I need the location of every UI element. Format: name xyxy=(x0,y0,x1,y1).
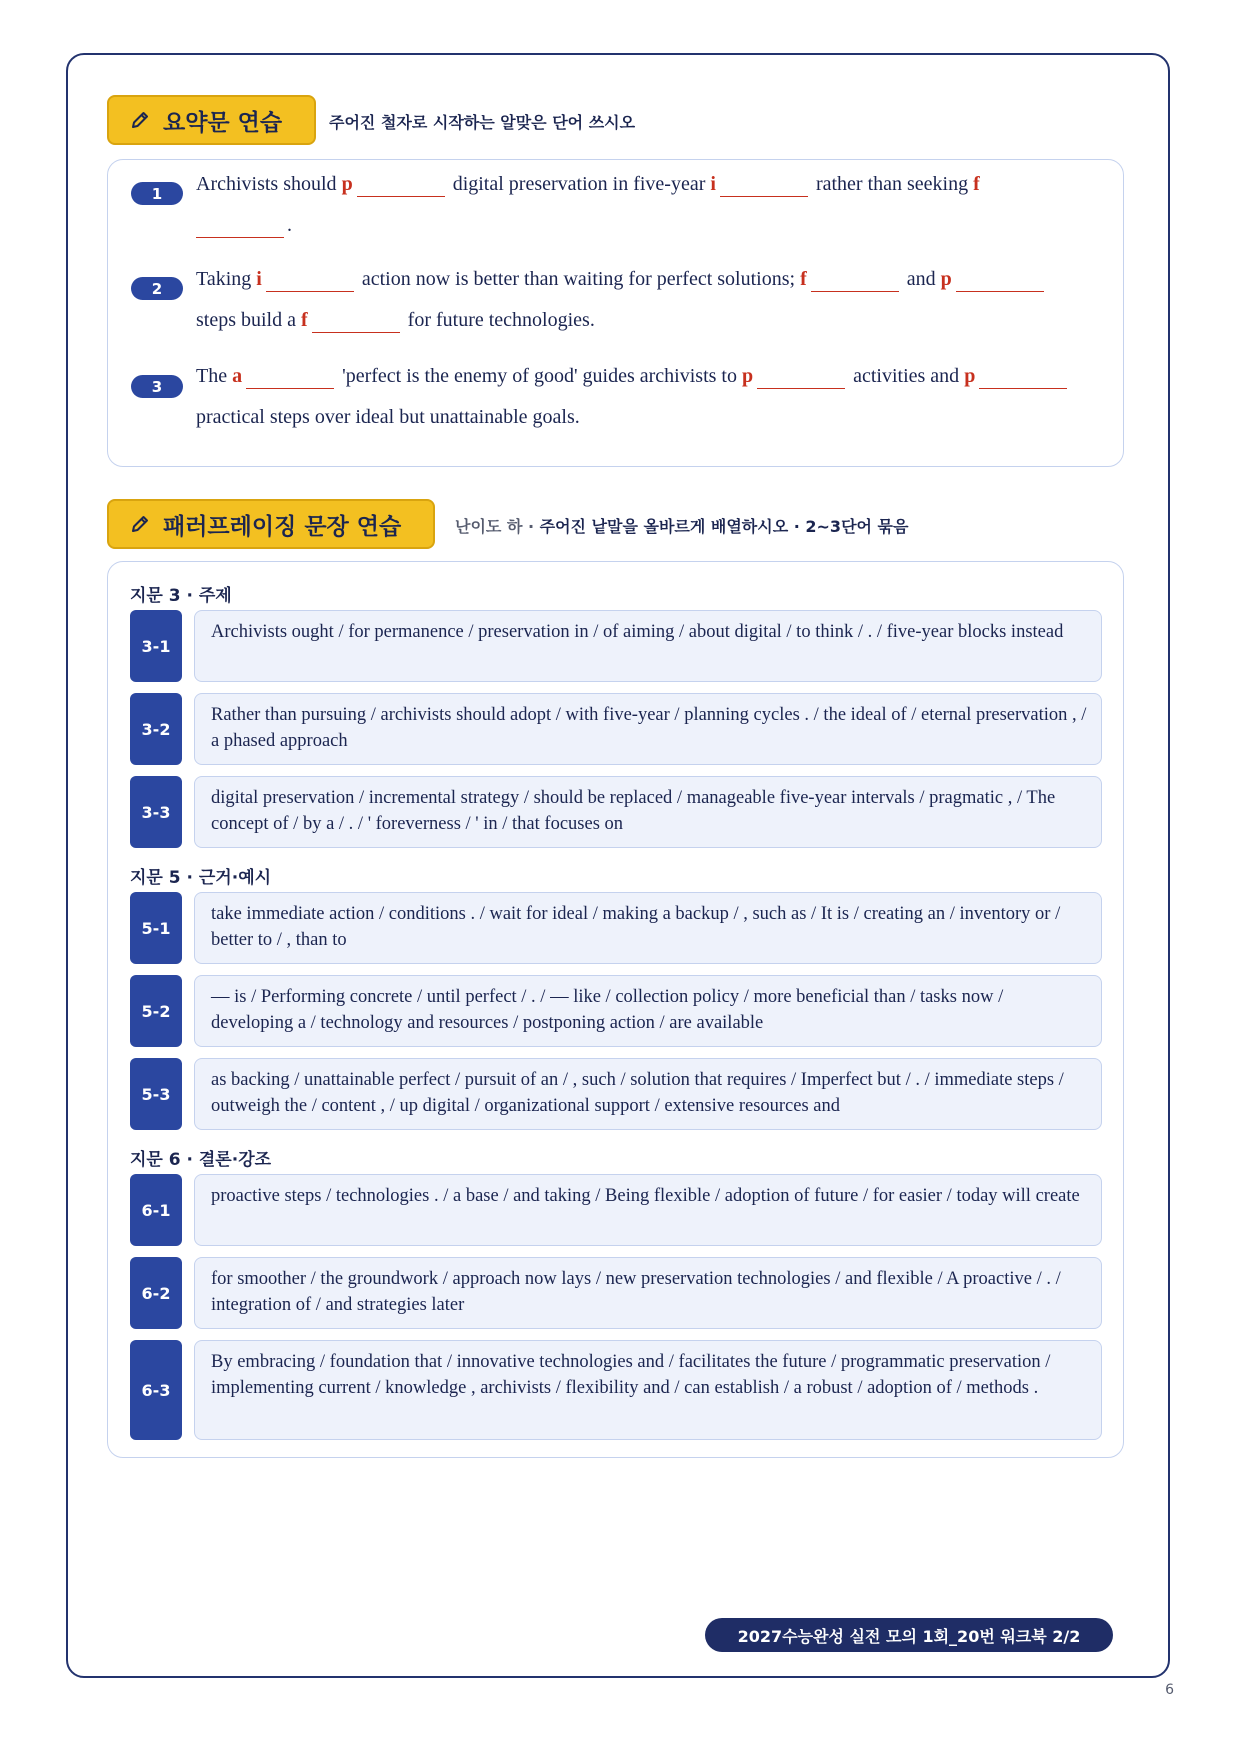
group-title: 지문 5 · 근거·예시 xyxy=(130,868,272,888)
word-chunks: proactive steps / technologies . / a base / and taking / Being flexible / adoption of future / for easier / today will create xyxy=(194,1174,1102,1246)
answer-blank[interactable] xyxy=(811,267,899,292)
row-badge: 3-2 xyxy=(130,693,182,765)
hint-letter: i xyxy=(256,268,262,290)
footer-label: 2027수능완성 실전 모의 1회_20번 워크북 2/2 xyxy=(705,1618,1113,1652)
answer-blank[interactable] xyxy=(312,308,400,333)
word-chunks: as backing / unattainable perfect / pursuit of an / , such / solution that requires / Imperfect but / . / immediate steps / outweigh the / content , / up digital / organizational support / extensive resources and xyxy=(194,1058,1102,1130)
answer-blank[interactable] xyxy=(246,364,334,389)
row-badge: 6-3 xyxy=(130,1340,182,1440)
summary-panel xyxy=(107,159,1124,467)
page-number: 6 xyxy=(1165,1682,1174,1698)
summary-sentence-2: Taking i action now is better than waiting for perfect solutions; f and p steps build a f for future technologies. xyxy=(196,259,1096,341)
word-chunks: By embracing / foundation that / innovative technologies and / facilitates the future / programmatic preservation / implementing current / knowledge , archivists / flexibility and / can establish / a robust / adoption of / methods . xyxy=(194,1340,1102,1440)
word-chunks: take immediate action / conditions . / wait for ideal / making a backup / , such as / It is / creating an / inventory or / better to / , than to xyxy=(194,892,1102,964)
word-chunks: digital preservation / incremental strategy / should be replaced / manageable five-year intervals / pragmatic , / The concept of / by a / . / ' foreverness / ' in / that focuses on xyxy=(194,776,1102,848)
word-chunks: Archivists ought / for permanence / preservation in / of aiming / about digital / to think / . / five-year blocks instead xyxy=(194,610,1102,682)
hint-letter: f xyxy=(800,268,807,290)
summary-sentence-3: The a 'perfect is the enemy of good' guides archivists to p activities and p practical steps over ideal but unattainable goals. xyxy=(196,356,1096,438)
hint-letter: p xyxy=(940,268,952,290)
hint-letter: p xyxy=(341,173,353,195)
summary-section-tag xyxy=(107,95,316,145)
answer-blank[interactable] xyxy=(357,172,445,197)
paraphrase-title: 패러프레이징 문장 연습 xyxy=(163,513,402,540)
row-badge: 6-2 xyxy=(130,1257,182,1329)
row-badge: 5-1 xyxy=(130,892,182,964)
summary-sentence-1: Archivists should p digital preservation in five-year i rather than seeking f . xyxy=(196,173,980,236)
hint-letter: p xyxy=(964,365,976,387)
row-badge: 5-3 xyxy=(130,1058,182,1130)
hint-letter: i xyxy=(710,173,716,195)
word-chunks: — is / Performing concrete / until perfect / . / — like / collection policy / more beneficial than / tasks now / developing a / technology and resources / postponing action / are available xyxy=(194,975,1102,1047)
pencil-icon xyxy=(129,513,151,535)
answer-blank[interactable] xyxy=(266,267,354,292)
row-badge: 3-1 xyxy=(130,610,182,682)
answer-blank[interactable] xyxy=(757,364,845,389)
row-badge: 6-1 xyxy=(130,1174,182,1246)
hint-letter: f xyxy=(973,173,980,195)
hint-letter: a xyxy=(232,365,243,387)
row-badge: 5-2 xyxy=(130,975,182,1047)
word-chunks: Rather than pursuing / archivists should adopt / with five-year / planning cycles . / the ideal of / eternal preservation , / a phased approach xyxy=(194,693,1102,765)
word-chunks: for smoother / the groundwork / approach now lays / new preservation technologies / and flexible / A proactive / . / integration of / and strategies later xyxy=(194,1257,1102,1329)
answer-blank[interactable] xyxy=(956,267,1044,292)
row-badge: 3-3 xyxy=(130,776,182,848)
group-title: 지문 6 · 결론·강조 xyxy=(130,1150,272,1170)
answer-blank[interactable] xyxy=(720,172,808,197)
hint-letter: p xyxy=(741,365,754,387)
summary-title: 요약문 연습 xyxy=(163,109,283,136)
answer-blank[interactable] xyxy=(196,213,284,238)
summary-hint: 주어진 철자로 시작하는 알맞은 단어 쓰시오 xyxy=(329,113,636,132)
group-title: 지문 3 · 주제 xyxy=(130,586,232,606)
paraphrase-section-tag xyxy=(107,499,435,549)
paraphrase-hint: 난이도 하 · 주어진 낱말을 올바르게 배열하시오 · 2~3단어 묶음 xyxy=(455,517,909,536)
hint-letter: f xyxy=(301,309,308,331)
pencil-icon xyxy=(129,109,151,131)
answer-blank[interactable] xyxy=(979,364,1067,389)
summary-number: 1 xyxy=(131,182,183,205)
summary-number: 3 xyxy=(131,375,183,398)
summary-number: 2 xyxy=(131,277,183,300)
